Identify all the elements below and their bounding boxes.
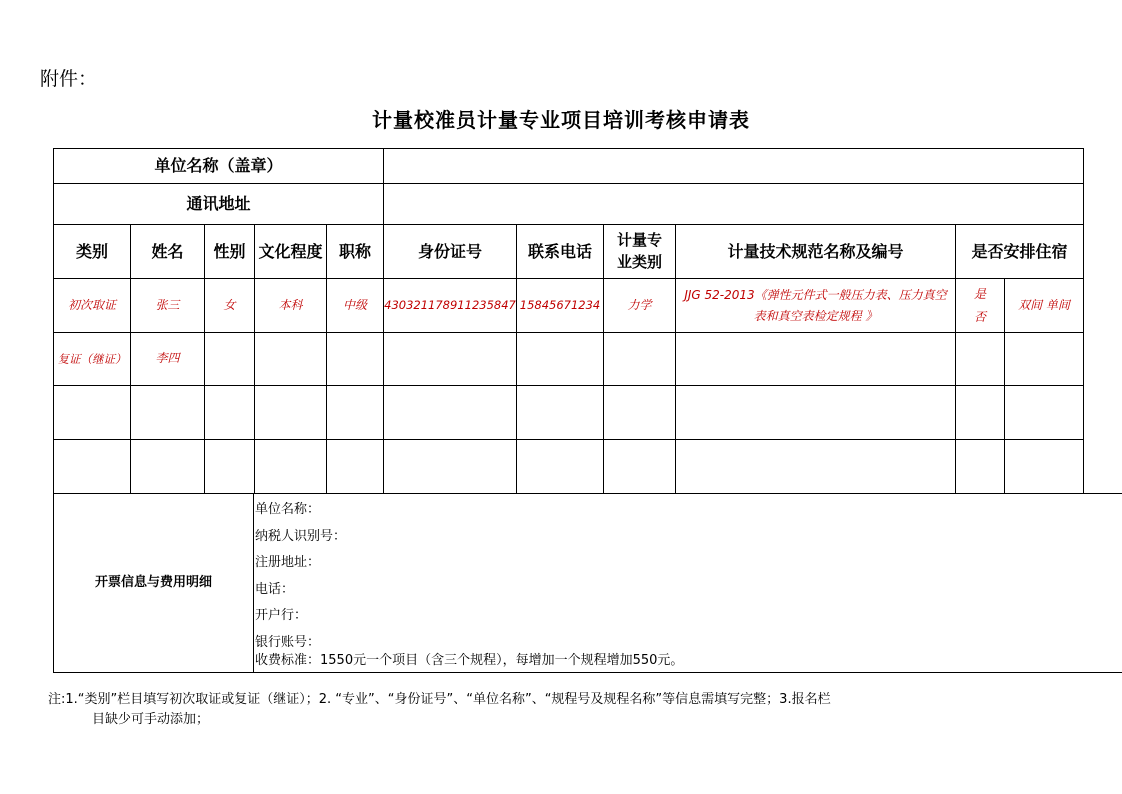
row2-category[interactable]: 复证（继证） [57,351,127,366]
row2-name[interactable]: 李四 [155,351,180,366]
col-header-phone: 联系电话 [527,241,592,261]
form-title: 计量校准员计量专业项目培训考核申请表 [372,108,750,132]
col-header-lodging: 是否安排住宿 [971,241,1068,261]
address-field[interactable] [384,184,1083,224]
unit-name-label: 单位名称（盖章） [154,156,283,176]
invoice-label: 开票信息与费用明细 [94,574,212,590]
address-label: 通讯地址 [186,194,251,214]
col-header-gender: 性别 [213,241,246,261]
col-header-job-title: 职称 [338,241,371,261]
col-header-education: 文化程度 [258,241,323,261]
invoice-registered-address: 注册地址： [255,555,321,570]
attachment-label: 附件： [40,68,98,90]
unit-name-field[interactable] [384,149,1083,183]
footnote-line-2: 目缺少可手动添加； [92,712,210,727]
row1-gender[interactable]: 女 [223,297,236,312]
col-header-name: 姓名 [151,241,184,261]
row1-specialty[interactable]: 力学 [627,297,652,312]
row1-lodging-yes-no[interactable]: 是否 [973,286,986,324]
row1-category[interactable]: 初次取证 [67,297,116,312]
row1-job-title[interactable]: 中级 [342,297,367,312]
col-header-specialty: 计量专业类别 [616,230,662,271]
invoice-bank: 开户行： [255,608,308,623]
col-header-id-number: 身份证号 [417,241,482,261]
col-header-spec: 计量技术规范名称及编号 [727,241,904,261]
invoice-fee-standard: 收费标准：1550元一个项目（含三个规程），每增加一个规程增加550元。 [255,653,684,668]
row1-name[interactable]: 张三 [155,297,180,312]
invoice-details [255,497,683,670]
footnote-line-1: 注:1.“类别”栏目填写初次取证或复证（继证）；2. “专业”、“身份证号”、“单位名称”、“规程号及规程名称”等信息需填写完整；3.报名栏 [48,692,831,707]
row1-spec[interactable]: JJG 52-2013《弹性元件式一般压力表、压力真空表和真空表检定规程 》 [684,287,947,323]
invoice-account: 银行账号： [255,634,321,650]
row1-id-number[interactable]: 430321178911235847 [384,298,516,313]
invoice-phone: 电话： [255,581,295,597]
footnote [48,690,831,730]
invoice-unit-name: 单位名称： [255,502,321,517]
row1-phone[interactable]: 15845671234 [519,298,601,313]
row1-room-type[interactable]: 双间 单间 [1018,297,1070,312]
invoice-tax-id: 纳税人识别号： [255,528,347,544]
row1-education[interactable]: 本科 [278,297,303,312]
col-header-category: 类别 [75,241,108,261]
